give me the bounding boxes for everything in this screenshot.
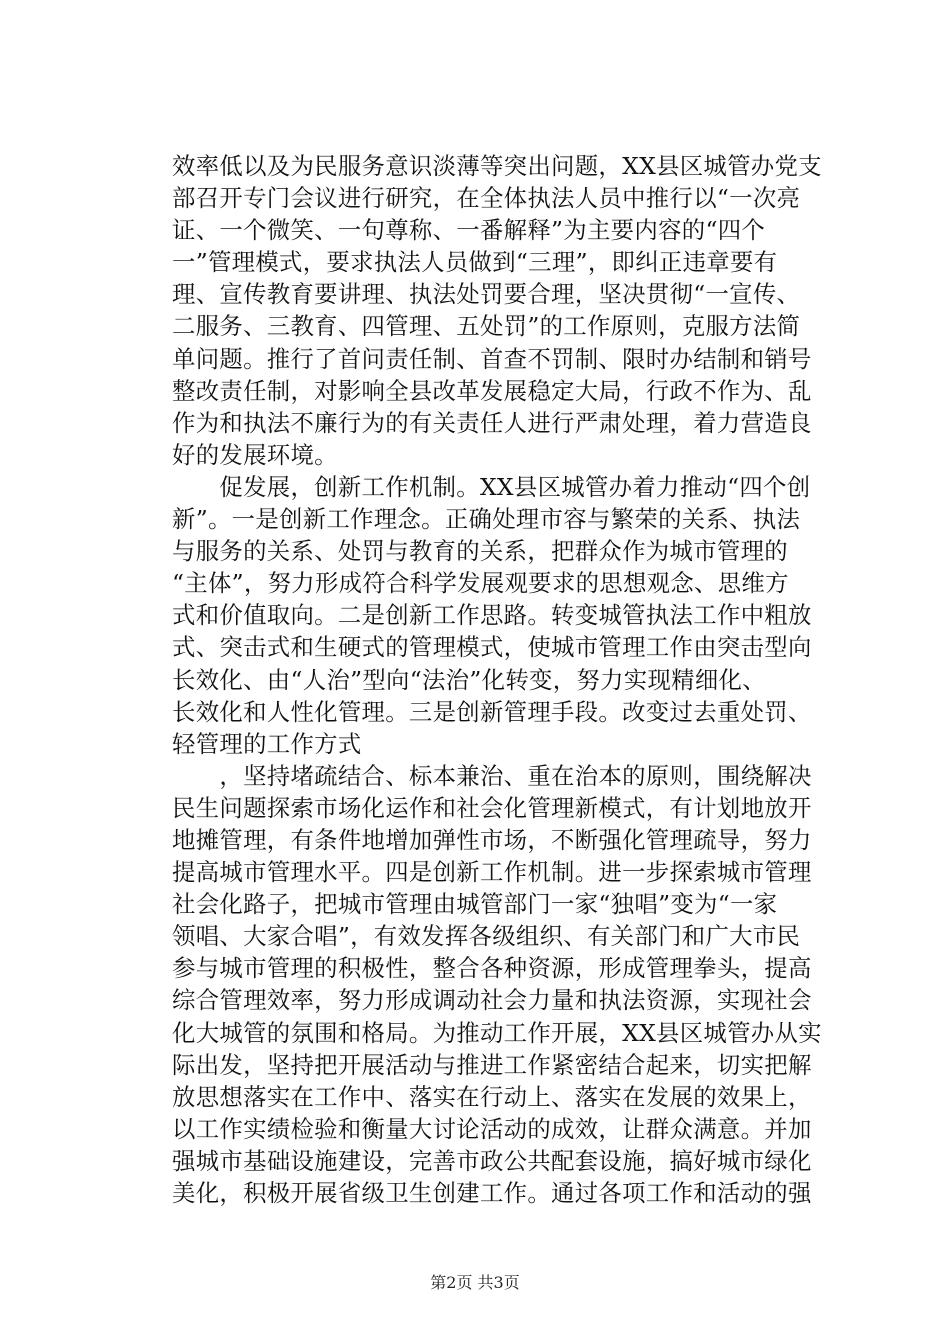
text-line: 领唱、大家合唱”，有效发挥各级组织、有关部门和广大市民 bbox=[172, 922, 801, 951]
text-line: 化大城管的氛围和格局。为推动工作开展，XX县区城管办从实 bbox=[172, 1018, 822, 1047]
text-line: 促发展，创新工作机制。XX县区城管办着力推动“四个创 bbox=[172, 472, 811, 501]
text-line: 部召开专门会议进行研究，在全体执法人员中推行以“一次亮 bbox=[172, 184, 801, 213]
text-line: 际出发，坚持把开展活动与推进工作紧密结合起来，切实把解 bbox=[172, 1050, 812, 1079]
text-line: 与服务的关系、处罚与教育的关系，把群众作为城市管理的 bbox=[172, 537, 788, 566]
text-line: “主体”，努力形成符合科学发展观要求的思想观念、思维方 bbox=[172, 569, 789, 598]
text-line: 好的发展环境。 bbox=[172, 440, 338, 469]
text-line: 提高城市管理水平。四是创新工作机制。进一步探索城市管理 bbox=[172, 858, 812, 887]
text-line: 理、宣传教育要讲理、执法处罚要合理，坚决贯彻“一宣传、 bbox=[172, 280, 801, 309]
text-line: 式和价值取向。二是创新工作思路。转变城管执法工作中粗放 bbox=[172, 601, 812, 630]
text-line: 二服务、三教育、四管理、五处罚”的工作原则，克服方法简 bbox=[172, 312, 801, 341]
text-line: 民生问题探索市场化运作和社会化管理新模式，有计划地放开 bbox=[172, 793, 812, 822]
text-line: 参与城市管理的积极性，整合各种资源，形成管理拳头，提高 bbox=[172, 954, 812, 983]
text-line: 强城市基础设施建设，完善市政公共配套设施，搞好城市绿化 bbox=[172, 1146, 812, 1175]
text-line: 证、一个微笑、一句尊称、一番解释”为主要内容的“四个 bbox=[172, 216, 766, 245]
text-line: 长效化、由“人治”型向“法治”化转变，努力实现精细化、 bbox=[172, 665, 766, 694]
text-line: 作为和执法不廉行为的有关责任人进行严肃处理，着力营造良 bbox=[172, 408, 812, 437]
text-line: 以工作实绩检验和衡量大讨论活动的成效，让群众满意。并加 bbox=[172, 1114, 812, 1143]
text-line: 社会化路子，把城市管理由城管部门一家“独唱”变为“一家 bbox=[172, 890, 778, 919]
text-line: ，坚持堵疏结合、标本兼治、重在治本的原则，围绕解决 bbox=[172, 761, 812, 790]
text-line: 地摊管理，有条件地增加弹性市场，不断强化管理疏导，努力 bbox=[172, 825, 812, 854]
document-body bbox=[172, 150, 834, 1209]
text-line: 式、突击式和生硬式的管理模式，使城市管理工作由突击型向 bbox=[172, 633, 812, 662]
text-line: 单问题。推行了首问责任制、首查不罚制、限时办结制和销号 bbox=[172, 344, 812, 373]
text-line: 一”管理模式，要求执法人员做到“三理”，即纠正违章要有 bbox=[172, 248, 778, 277]
text-line: 轻管理的工作方式 bbox=[172, 729, 362, 758]
body-text bbox=[172, 150, 834, 1209]
text-line: 综合管理效率，努力形成调动社会力量和执法资源，实现社会 bbox=[172, 986, 812, 1015]
text-line: 效率低以及为民服务意识淡薄等突出问题，XX县区城管办党支 bbox=[172, 152, 822, 180]
text-line: 长效化和人性化管理。三是创新管理手段。改变过去重处罚、 bbox=[172, 697, 812, 726]
text-line: 美化，积极开展省级卫生创建工作。通过各项工作和活动的强 bbox=[172, 1179, 812, 1207]
text-line: 新”。一是创新工作理念。正确处理市容与繁荣的关系、执法 bbox=[172, 505, 801, 534]
text-line: 放思想落实在工作中、落实在行动上、落实在发展的效果上， bbox=[172, 1082, 812, 1111]
text-line: 整改责任制，对影响全县改革发展稳定大局，行政不作为、乱 bbox=[172, 376, 812, 405]
page-footer: 第2页 共3页 bbox=[430, 1273, 520, 1292]
